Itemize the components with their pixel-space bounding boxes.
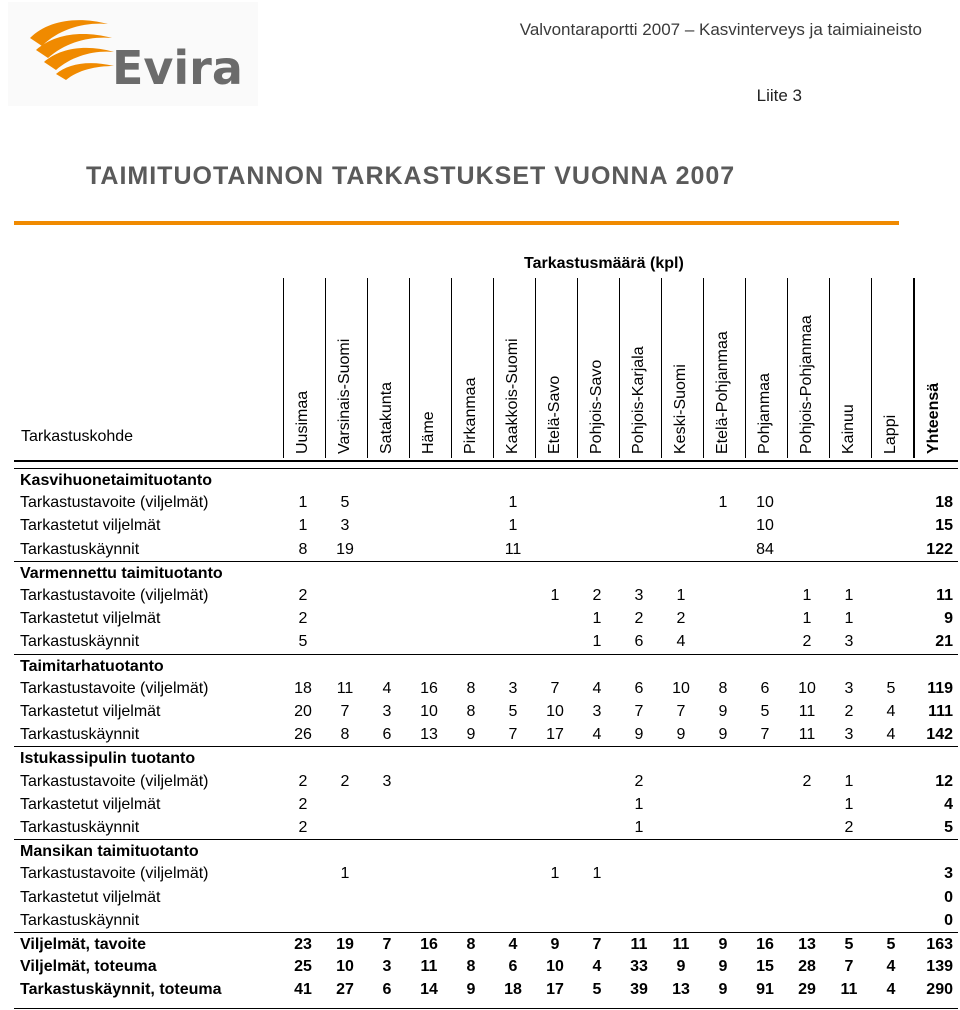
value-cell: 13	[672, 981, 690, 999]
value-cell: 7	[676, 703, 686, 720]
value-cell: 15	[756, 958, 774, 976]
row-label: Varmennettu taimituotanto	[20, 564, 223, 582]
total-row	[14, 955, 958, 978]
value-cell: 5	[508, 703, 518, 720]
value-cell: 1	[844, 772, 854, 790]
column-header-label: Pohjois-Savo	[588, 359, 605, 454]
value-cell: 3	[340, 517, 350, 535]
row-label: Tarkastustavoite (viljelmät)	[20, 494, 209, 512]
page-title: TAIMITUOTANNON TARKASTUKSET VUONNA 2007	[86, 162, 736, 190]
value-cell: 5	[886, 936, 896, 953]
column-header	[619, 278, 660, 458]
column-header-label: Etelä-Pohjanmaa	[714, 331, 731, 454]
value-cell: 7	[760, 726, 770, 744]
value-cell: 7	[844, 958, 854, 976]
table-row	[14, 793, 958, 816]
value-cell: 11	[798, 703, 816, 720]
value-cell: 9	[718, 981, 728, 999]
column-header	[409, 278, 450, 458]
logo-wordmark: Evira	[112, 41, 243, 95]
value-cell: 4	[508, 936, 518, 953]
total-cell: 11	[936, 587, 953, 604]
value-cell: 2	[592, 587, 602, 604]
value-cell: 5	[592, 981, 602, 999]
column-header	[745, 278, 786, 458]
value-cell: 27	[336, 981, 354, 999]
value-cell: 11	[798, 726, 816, 744]
table-row	[14, 514, 958, 537]
value-cell: 2	[802, 772, 812, 790]
value-cell: 4	[592, 726, 602, 744]
value-cell: 1	[634, 819, 644, 836]
value-cell: 33	[630, 958, 648, 976]
value-cell: 11	[840, 981, 858, 999]
report-title: Valvontaraportti 2007 – Kasvinterveys ja taimiaineisto	[519, 20, 922, 39]
value-cell: 14	[420, 981, 438, 999]
value-cell: 8	[466, 679, 476, 697]
value-cell: 25	[294, 958, 312, 976]
value-cell: 9	[634, 726, 644, 744]
value-cell: 23	[294, 936, 312, 953]
value-cell: 9	[718, 958, 728, 976]
value-cell: 1	[844, 610, 854, 628]
value-cell: 2	[298, 610, 308, 628]
value-cell: 2	[340, 772, 350, 790]
row-label: Viljelmät, toteuma	[20, 958, 157, 976]
value-cell: 9	[676, 726, 686, 744]
value-cell: 2	[802, 633, 812, 651]
value-cell: 5	[340, 494, 350, 512]
row-label: Tarkastuskäynnit	[20, 911, 140, 929]
row-label: Taimitarhatuotanto	[20, 657, 164, 675]
value-cell: 3	[508, 679, 518, 697]
row-label: Tarkastetut viljelmät	[20, 888, 161, 906]
row-label: Kasvihuonetaimituotanto	[20, 472, 213, 489]
column-header-label: Pohjois-Karjala	[630, 346, 647, 454]
column-header-label: Kainuu	[840, 404, 857, 454]
value-cell: 26	[294, 726, 312, 744]
total-cell: 111	[928, 703, 953, 720]
value-cell: 2	[298, 819, 308, 836]
value-cell: 1	[298, 517, 308, 535]
table-row	[14, 886, 958, 909]
header-rule	[14, 460, 958, 462]
value-cell: 4	[886, 981, 896, 999]
value-cell: 10	[546, 958, 564, 976]
value-cell: 1	[592, 865, 602, 883]
value-cell: 7	[592, 936, 602, 953]
measure-label: Tarkastusmäärä (kpl)	[524, 255, 684, 272]
value-cell: 2	[676, 610, 686, 628]
table-bottom-rule	[14, 1008, 958, 1009]
row-header-label: Tarkastuskohde	[21, 428, 134, 445]
value-cell: 2	[298, 772, 308, 790]
value-cell: 5	[886, 679, 896, 697]
total-cell: 21	[935, 633, 953, 651]
value-cell: 2	[844, 819, 854, 836]
value-cell: 20	[294, 703, 312, 720]
value-cell: 4	[886, 958, 896, 976]
value-cell: 4	[886, 726, 896, 744]
value-cell: 3	[844, 726, 854, 744]
value-cell: 16	[420, 936, 438, 953]
value-cell: 8	[466, 936, 476, 953]
value-cell: 10	[420, 703, 438, 720]
total-cell: 5	[944, 819, 953, 836]
row-label: Tarkastetut viljelmät	[20, 795, 161, 813]
table-row	[14, 909, 958, 932]
value-cell: 19	[336, 540, 354, 558]
value-cell: 4	[592, 679, 602, 697]
row-label: Tarkastetut viljelmät	[20, 703, 161, 720]
value-cell: 9	[676, 958, 686, 976]
value-cell: 6	[634, 679, 644, 697]
total-cell: 119	[927, 679, 953, 697]
value-cell: 29	[798, 981, 816, 999]
column-header	[871, 278, 912, 458]
value-cell: 1	[298, 494, 308, 512]
value-cell: 6	[382, 726, 392, 744]
value-cell: 3	[844, 679, 854, 697]
total-cell: 3	[944, 865, 953, 883]
column-header	[661, 278, 702, 458]
column-header-label: Etelä-Savo	[546, 375, 563, 454]
total-cell: 4	[944, 795, 953, 813]
column-header-label: Satakunta	[378, 381, 395, 454]
value-cell: 3	[634, 587, 644, 604]
section-header-row	[14, 654, 958, 678]
value-cell: 1	[718, 494, 728, 512]
value-cell: 1	[802, 610, 812, 628]
title-underline	[14, 221, 899, 225]
total-cell: 142	[926, 726, 953, 744]
row-label: Tarkastuskäynnit	[20, 819, 140, 836]
value-cell: 7	[634, 703, 644, 720]
column-header	[577, 278, 618, 458]
table-row	[14, 491, 958, 514]
value-cell: 3	[382, 958, 392, 976]
value-cell: 6	[760, 679, 770, 697]
value-cell: 8	[718, 679, 728, 697]
total-cell: 290	[926, 981, 953, 999]
value-cell: 1	[844, 795, 854, 813]
column-header-label: Keski-Suomi	[672, 364, 689, 454]
value-cell: 2	[298, 795, 308, 813]
value-cell: 6	[382, 981, 392, 999]
value-cell: 7	[382, 936, 392, 953]
column-header	[451, 278, 492, 458]
column-header	[703, 278, 744, 458]
row-label: Tarkastetut viljelmät	[20, 610, 161, 628]
value-cell: 3	[592, 703, 602, 720]
value-cell: 11	[420, 958, 438, 976]
row-label: Tarkastustavoite (viljelmät)	[20, 865, 209, 883]
value-cell: 9	[550, 936, 560, 953]
total-cell: 163	[926, 936, 953, 953]
value-cell: 17	[546, 726, 564, 744]
value-cell: 10	[756, 494, 774, 512]
value-cell: 4	[382, 679, 392, 697]
value-cell: 18	[504, 981, 522, 999]
value-cell: 11	[672, 936, 690, 953]
row-label: Tarkastustavoite (viljelmät)	[20, 679, 209, 697]
table-row	[14, 630, 958, 653]
column-header	[283, 278, 324, 458]
column-header-label: Varsinais-Suomi	[336, 338, 353, 454]
row-label: Tarkastetut viljelmät	[20, 517, 161, 535]
value-cell: 91	[756, 981, 774, 999]
column-header-label: Kaakkois-Suomi	[504, 338, 521, 454]
value-cell: 7	[550, 679, 560, 697]
value-cell: 3	[382, 703, 392, 720]
evira-logo-graphic	[8, 2, 258, 106]
total-cell: 0	[944, 911, 953, 929]
section-header-row	[14, 468, 958, 492]
value-cell: 1	[340, 865, 350, 883]
value-cell: 41	[294, 981, 312, 999]
total-row	[14, 978, 958, 1001]
value-cell: 8	[466, 958, 476, 976]
column-header-label: Uusimaa	[294, 390, 311, 454]
value-cell: 1	[802, 587, 812, 604]
value-cell: 8	[340, 726, 350, 744]
column-header	[325, 278, 366, 458]
value-cell: 5	[760, 703, 770, 720]
value-cell: 11	[336, 679, 354, 697]
value-cell: 28	[798, 958, 816, 976]
value-cell: 4	[676, 633, 686, 651]
row-label: Tarkastuskäynnit, toteuma	[20, 981, 222, 999]
value-cell: 2	[634, 772, 644, 790]
value-cell: 5	[844, 936, 854, 953]
value-cell: 8	[466, 703, 476, 720]
row-label: Viljelmät, tavoite	[20, 936, 146, 953]
table-row	[14, 862, 958, 885]
value-cell: 2	[634, 610, 644, 628]
value-cell: 6	[634, 633, 644, 651]
total-cell: 12	[935, 772, 953, 790]
table-row	[14, 700, 958, 723]
column-header-label: Pohjois-Pohjanmaa	[798, 315, 815, 454]
value-cell: 7	[508, 726, 518, 744]
evira-logo	[8, 2, 258, 106]
table-row	[14, 584, 958, 607]
value-cell: 1	[592, 633, 602, 651]
value-cell: 16	[756, 936, 774, 953]
value-cell: 1	[550, 587, 560, 604]
row-label: Tarkastustavoite (viljelmät)	[20, 587, 209, 604]
row-label: Tarkastuskäynnit	[20, 726, 140, 744]
value-cell: 1	[508, 494, 518, 512]
value-cell: 9	[718, 726, 728, 744]
value-cell: 10	[798, 679, 816, 697]
row-label: Tarkastuskäynnit	[20, 540, 140, 558]
value-cell: 11	[630, 936, 648, 953]
value-cell: 6	[508, 958, 518, 976]
value-cell: 10	[672, 679, 690, 697]
value-cell: 9	[718, 703, 728, 720]
value-cell: 1	[508, 517, 518, 535]
value-cell: 10	[336, 958, 354, 976]
column-header	[535, 278, 576, 458]
table-row	[14, 607, 958, 630]
column-header-label: Häme	[420, 411, 437, 454]
value-cell: 11	[504, 540, 522, 558]
value-cell: 4	[592, 958, 602, 976]
table-row	[14, 816, 958, 839]
row-label: Istukassipulin tuotanto	[20, 750, 196, 768]
value-cell: 39	[630, 981, 648, 999]
section-header-row	[14, 746, 958, 770]
value-cell: 17	[546, 981, 564, 999]
column-header-label: Pohjanmaa	[756, 373, 773, 454]
column-header-label: Lappi	[882, 414, 899, 454]
value-cell: 13	[420, 726, 438, 744]
value-cell: 4	[886, 703, 896, 720]
total-cell: 18	[935, 494, 953, 512]
value-cell: 1	[592, 610, 602, 628]
section-header-row	[14, 839, 958, 863]
column-header	[367, 278, 408, 458]
column-header	[787, 278, 828, 458]
value-cell: 9	[718, 936, 728, 953]
value-cell: 9	[466, 981, 476, 999]
table-row	[14, 770, 958, 793]
value-cell: 18	[294, 679, 312, 697]
value-cell: 19	[336, 936, 354, 953]
total-row	[14, 932, 958, 956]
value-cell: 1	[676, 587, 686, 604]
value-cell: 1	[634, 795, 644, 813]
total-cell: 0	[944, 888, 953, 906]
total-cell: 15	[935, 517, 953, 535]
column-header	[829, 278, 870, 458]
value-cell: 13	[798, 936, 816, 953]
value-cell: 1	[550, 865, 560, 883]
column-header-label: Yhteensä	[925, 382, 942, 454]
value-cell: 16	[420, 679, 438, 697]
column-header	[493, 278, 534, 458]
row-label: Tarkastuskäynnit	[20, 633, 140, 651]
value-cell: 9	[466, 726, 476, 744]
table-row	[14, 723, 958, 746]
value-cell: 2	[298, 587, 308, 604]
value-cell: 84	[756, 540, 774, 558]
value-cell: 3	[382, 772, 392, 790]
value-cell: 2	[844, 703, 854, 720]
row-label: Mansikan taimituotanto	[20, 843, 199, 861]
value-cell: 5	[298, 633, 308, 651]
column-header	[913, 278, 955, 458]
value-cell: 1	[844, 587, 854, 604]
value-cell: 8	[298, 540, 308, 558]
value-cell: 10	[546, 703, 564, 720]
table-row	[14, 677, 958, 700]
column-header-label: Pirkanmaa	[462, 377, 479, 454]
value-cell: 3	[844, 633, 854, 651]
section-header-row	[14, 561, 958, 585]
row-label: Tarkastustavoite (viljelmät)	[20, 772, 209, 790]
table-row	[14, 538, 958, 561]
total-cell: 139	[926, 958, 953, 976]
appendix-label: Liite 3	[756, 86, 802, 105]
value-cell: 7	[340, 703, 350, 720]
total-cell: 9	[944, 610, 953, 628]
total-cell: 122	[926, 540, 953, 558]
value-cell: 10	[756, 517, 774, 535]
